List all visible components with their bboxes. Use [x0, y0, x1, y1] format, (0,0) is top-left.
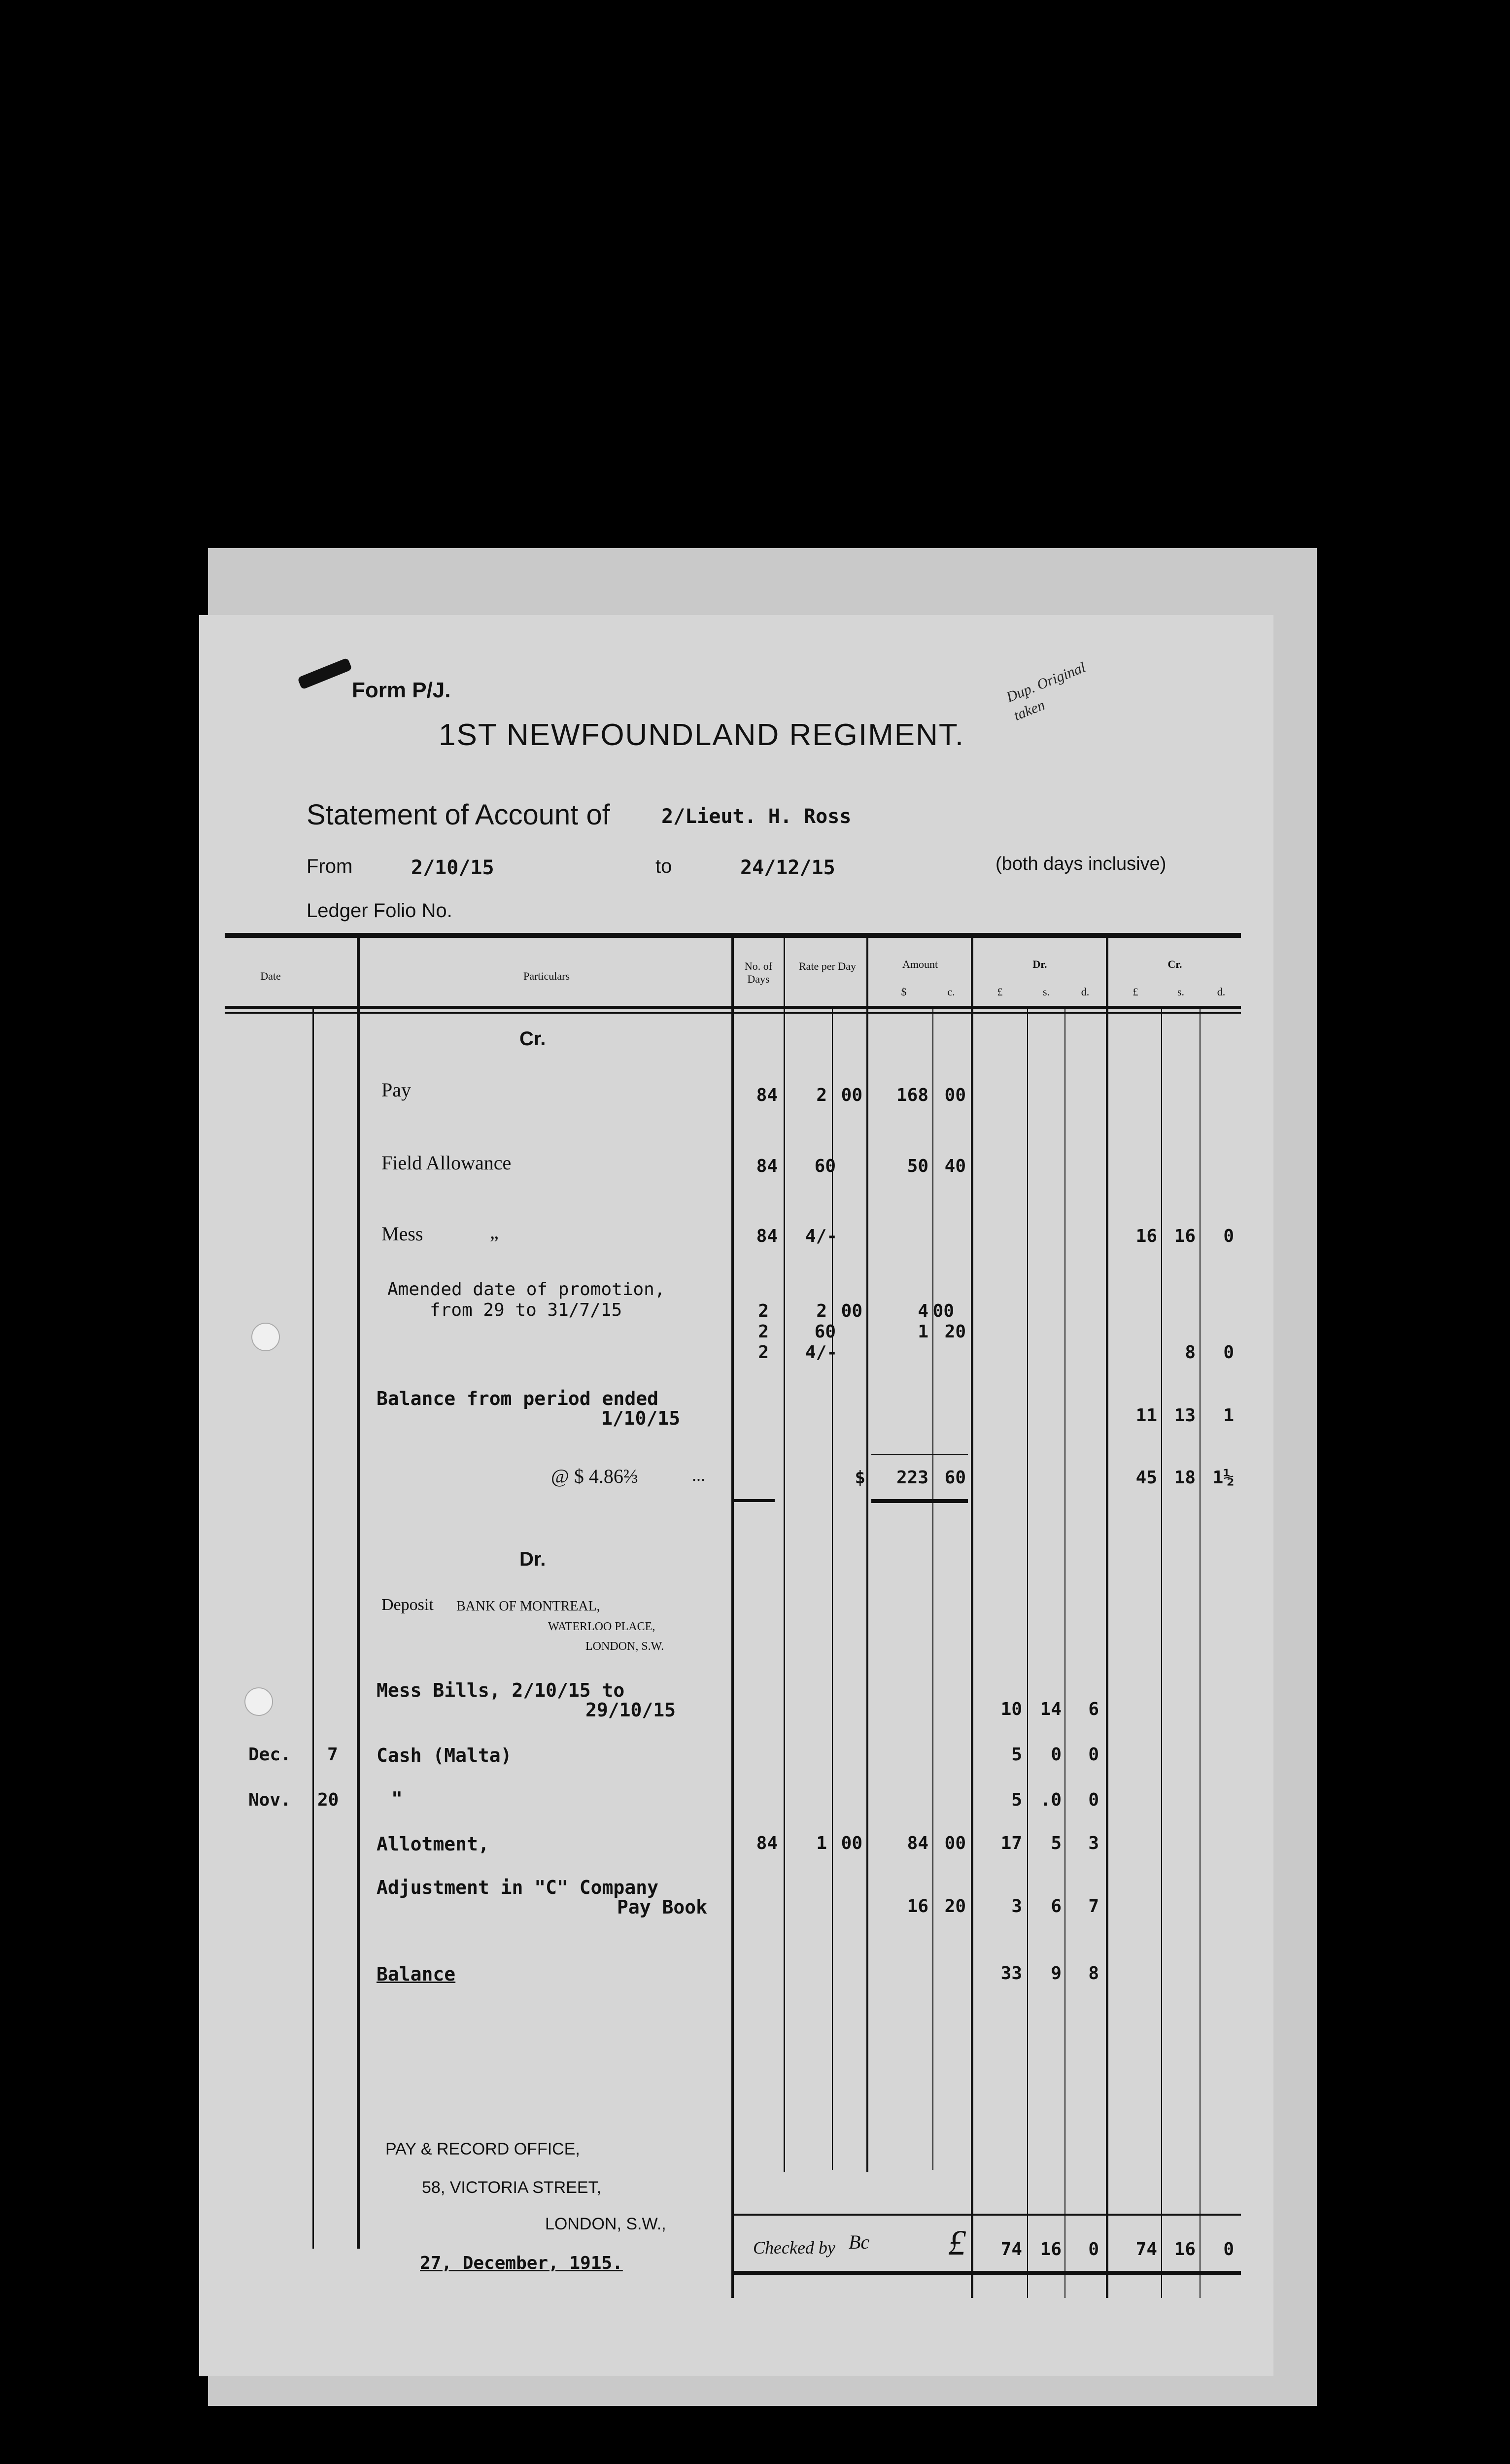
exchange-amt-d: 223: [896, 1468, 928, 1488]
col-particulars: Particulars: [523, 970, 570, 982]
cash2-date-day: 20: [317, 1790, 339, 1810]
allotment-dr-s: 5: [1051, 1833, 1062, 1853]
pay-amt-c: 00: [944, 1085, 966, 1105]
col-amount: Amount: [902, 958, 938, 970]
cash-dr-d: 0: [1088, 1745, 1099, 1765]
bank-line1: BANK OF MONTREAL,: [456, 1599, 600, 1614]
pay-label: Pay: [381, 1079, 411, 1101]
cash2-dr-l: 5: [1011, 1790, 1022, 1810]
mess-label: Mess: [381, 1223, 423, 1245]
mess-cr-l: 16: [1135, 1226, 1157, 1246]
allotment-dr-d: 3: [1088, 1833, 1099, 1853]
mess-rate: 4/-: [805, 1226, 838, 1246]
adjustment-dr-d: 7: [1088, 1896, 1099, 1916]
total-dr-s: 16: [1040, 2239, 1062, 2259]
field-days: 84: [756, 1156, 778, 1176]
checked-by-label: Checked by: [753, 2238, 835, 2258]
dr-s-rule: [1027, 1007, 1028, 2298]
cr-s-rule: [1161, 1007, 1162, 2298]
days-left-rule: [731, 935, 734, 2298]
pay-rate-c: 00: [841, 1085, 862, 1105]
office-line1: PAY & RECORD OFFICE,: [385, 2140, 580, 2158]
col-amount-dollar: $: [901, 986, 907, 998]
balance-prior-cr-l: 11: [1135, 1405, 1157, 1426]
adjustment-amt-c: 20: [944, 1896, 966, 1916]
totals-bottom-rule: [733, 2271, 1241, 2275]
cr-heading: Cr.: [519, 1028, 546, 1050]
deposit-label: Deposit: [381, 1596, 434, 1614]
balance-prior-cr-d: 1: [1223, 1405, 1234, 1426]
amended-r1-days: 2: [758, 1301, 769, 1321]
from-date: 2/10/15: [411, 856, 494, 879]
from-label: From: [307, 856, 353, 877]
pay-amt-d: 168: [896, 1085, 928, 1105]
amended-r1-rate-c: 00: [841, 1301, 862, 1321]
allotment-days: 84: [756, 1833, 778, 1853]
amended-r3-cr-d: 0: [1223, 1342, 1234, 1363]
ledger-sheet: [199, 615, 1273, 2376]
field-allowance-label: Field Allowance: [381, 1152, 512, 1174]
amended-r2-amt-c: 20: [944, 1322, 966, 1342]
cash2-date-month: Nov.: [248, 1790, 291, 1810]
cash-label: Cash (Malta): [377, 1745, 512, 1766]
total-dr-d: 0: [1088, 2239, 1099, 2259]
rate-cents-rule: [832, 1007, 833, 2170]
exchange-dots: ...: [692, 1465, 705, 1485]
exchange-cr-s: 18: [1174, 1468, 1196, 1488]
total-cr-s: 16: [1174, 2239, 1196, 2259]
col-date: Date: [260, 970, 281, 982]
amended-line2: from 29 to 31/7/15: [430, 1300, 622, 1320]
amended-r1-amt-c: 00: [932, 1301, 954, 1321]
bank-line3: LONDON, S.W.: [585, 1640, 664, 1653]
mess-bills-line1: Mess Bills, 2/10/15 to: [377, 1679, 625, 1701]
dr-left-rule: [971, 935, 973, 2298]
col-cr-shilling: s.: [1177, 986, 1185, 998]
adjustment-amt-d: 16: [907, 1896, 928, 1916]
punch-hole-lower: [244, 1687, 273, 1716]
pay-days: 84: [756, 1085, 778, 1105]
officer-name: 2/Lieut. H. Ross: [661, 805, 852, 828]
cash-dr-l: 5: [1011, 1745, 1022, 1765]
cash-date-month: Dec.: [248, 1745, 291, 1765]
exchange-dollar: $: [855, 1468, 865, 1488]
total-dr-l: 74: [1000, 2239, 1022, 2259]
exchange-amt-c: 60: [944, 1468, 966, 1488]
amount-left-rule: [866, 935, 868, 2172]
balance-label: Balance: [377, 1963, 456, 1985]
cr-d-rule: [1200, 1007, 1201, 2298]
col-amount-cent: c.: [947, 986, 955, 998]
mess-bills-dr-l: 10: [1000, 1699, 1022, 1719]
field-amt-d: 50: [907, 1156, 928, 1176]
amended-r3-rate: 4/-: [805, 1342, 838, 1363]
col-dr-shilling: s.: [1042, 986, 1050, 998]
exchange-cr-d: 1½: [1212, 1468, 1234, 1488]
to-date: 24/12/15: [740, 856, 835, 879]
amount-cents-rule: [932, 1007, 933, 2170]
checked-initials: Bc: [849, 2231, 870, 2253]
allotment-dr-l: 17: [1000, 1833, 1022, 1853]
ledger-folio-label: Ledger Folio No.: [307, 900, 452, 922]
col-cr-pound: £: [1132, 986, 1138, 998]
allotment-amt-c: 00: [944, 1833, 966, 1853]
cr-left-rule: [1106, 935, 1108, 2298]
mess-bills-dr-s: 14: [1040, 1699, 1062, 1719]
cash2-dr-s: .0: [1040, 1790, 1062, 1810]
cash2-ditto: ": [391, 1788, 403, 1810]
office-line2: 58, VICTORIA STREET,: [422, 2178, 602, 2197]
balance-prior-line1: Balance from period ended: [377, 1388, 658, 1409]
allotment-rate-c: 00: [841, 1833, 862, 1853]
balance-dr-d: 8: [1088, 1963, 1099, 1984]
col-rate: Rate per Day: [798, 960, 857, 972]
days-rule: [733, 1499, 775, 1502]
mess-cr-d: 0: [1223, 1226, 1234, 1246]
mess-bills-line2: 29/10/15: [585, 1699, 676, 1721]
form-number: Form P/J.: [352, 678, 451, 702]
amended-r1-amt-d: 4: [918, 1301, 928, 1321]
allotment-amt-d: 84: [907, 1833, 928, 1853]
amended-r2-days: 2: [758, 1322, 769, 1342]
statement-label: Statement of Account of: [307, 799, 610, 831]
inclusive-note: (both days inclusive): [995, 854, 1167, 874]
adjustment-line2: Pay Book: [617, 1896, 708, 1918]
balance-dr-s: 9: [1051, 1963, 1062, 1984]
exchange-cr-l: 45: [1135, 1468, 1157, 1488]
col-dr: Dr.: [1032, 958, 1047, 970]
punch-hole-upper: [251, 1323, 280, 1351]
allotment-label: Allotment,: [377, 1833, 489, 1855]
col-cr-pence: d.: [1217, 986, 1226, 998]
balance-prior-cr-s: 13: [1174, 1405, 1196, 1426]
col-cr: Cr.: [1167, 958, 1182, 970]
amended-r2-rate-c: 60: [814, 1322, 836, 1342]
amended-r3-cr-s: 8: [1185, 1342, 1196, 1363]
adjustment-line1: Adjustment in "C" Company: [377, 1877, 658, 1898]
particulars-left-rule: [357, 935, 360, 2249]
total-cr-l: 74: [1135, 2239, 1157, 2259]
rate-left-rule: [784, 935, 785, 2172]
cr-subtotal-rule: [871, 1454, 968, 1455]
dr-heading: Dr.: [519, 1548, 546, 1570]
amended-r2-amt-d: 1: [918, 1322, 928, 1342]
dr-d-rule: [1064, 1007, 1065, 2298]
ink-mark: [297, 657, 352, 689]
field-rate-c: 60: [814, 1156, 836, 1176]
totals-top-rule: [733, 2214, 1241, 2216]
mess-ditto: „: [490, 1221, 499, 1243]
amended-r1-rate-d: 2: [816, 1301, 827, 1321]
mess-days: 84: [756, 1226, 778, 1246]
allotment-rate-d: 1: [816, 1833, 827, 1853]
cash2-dr-d: 0: [1088, 1790, 1099, 1810]
to-label: to: [655, 856, 672, 877]
margin-note: Dup. Original taken: [1004, 659, 1088, 724]
amended-line1: Amended date of promotion,: [387, 1279, 665, 1300]
cash-dr-s: 0: [1051, 1745, 1062, 1765]
adjustment-dr-s: 6: [1051, 1896, 1062, 1916]
issue-date: 27, December, 1915.: [420, 2253, 623, 2273]
amended-r3-days: 2: [758, 1342, 769, 1363]
adjustment-dr-l: 3: [1011, 1896, 1022, 1916]
pound-sign: £: [948, 2223, 966, 2262]
field-amt-c: 40: [944, 1156, 966, 1176]
regiment-title: 1ST NEWFOUNDLAND REGIMENT.: [439, 718, 965, 752]
col-dr-pound: £: [997, 986, 1003, 998]
col-days: No. of Days: [744, 960, 773, 985]
col-dr-pence: d.: [1081, 986, 1090, 998]
exchange-rate-label: @ $ 4.86⅔: [551, 1465, 638, 1487]
mess-bills-dr-d: 6: [1088, 1699, 1099, 1719]
balance-dr-l: 33: [1000, 1963, 1022, 1984]
cash-date-day: 7: [327, 1745, 338, 1765]
balance-prior-line2: 1/10/15: [601, 1407, 681, 1429]
date-col-divider: [312, 1007, 314, 2249]
cr-total-double-rule: [871, 1499, 968, 1503]
bank-line2: WATERLOO PLACE,: [548, 1620, 655, 1633]
pay-rate-d: 2: [816, 1085, 827, 1105]
office-line3: LONDON, S.W.,: [545, 2215, 666, 2233]
mess-cr-s: 16: [1174, 1226, 1196, 1246]
total-cr-d: 0: [1223, 2239, 1234, 2259]
